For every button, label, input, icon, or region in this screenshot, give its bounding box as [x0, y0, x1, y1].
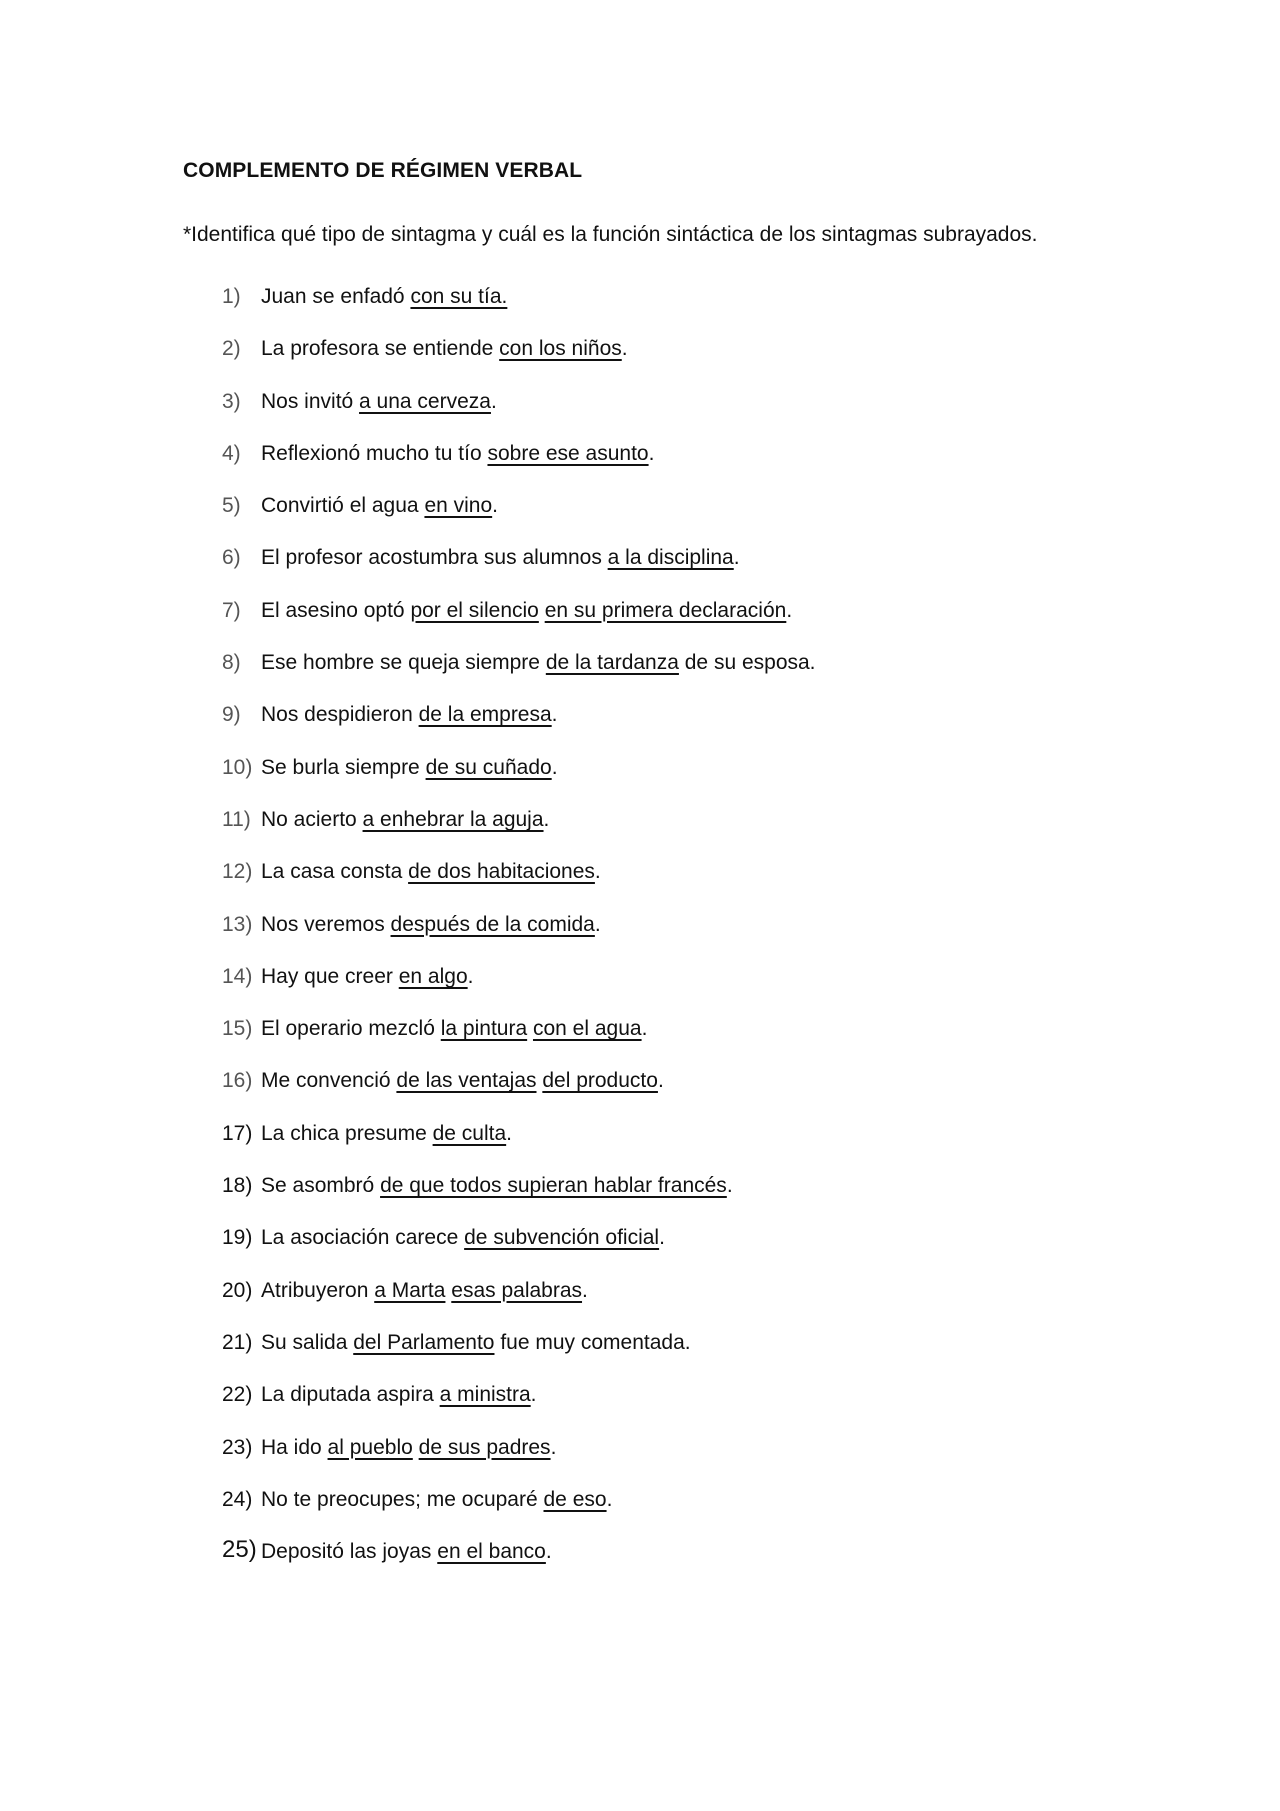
sentence-text: La diputada aspira — [261, 1383, 440, 1407]
sentence-text: Se burla siempre — [261, 755, 426, 779]
exercise-number: 11) — [222, 807, 251, 831]
underlined-phrase: sobre ese asunto — [487, 441, 649, 465]
exercise-sentence — [261, 1276, 588, 1306]
sentence-text: La profesora se entiende — [261, 337, 500, 361]
exercise-number: 24) — [222, 1487, 253, 1511]
exercise-number: 6) — [222, 546, 241, 570]
sentence-text: Se asombró — [261, 1174, 381, 1198]
instruction-text: *Identifica qué tipo de sintagma y cuál es la función sintáctica de los sintagmas subrayados. — [183, 223, 1038, 246]
sentence-text: . — [641, 1017, 648, 1041]
sentence-text: La asociación carece — [261, 1226, 465, 1250]
underlined-phrase: de su cuñado — [425, 755, 552, 779]
exercise-sentence — [261, 1119, 512, 1149]
sentence-text: Convirtió el agua — [261, 494, 425, 518]
underlined-phrase: al pueblo — [327, 1435, 413, 1459]
exercise-number: 16) — [222, 1069, 253, 1093]
sentence-text: Reflexionó mucho tu tío — [261, 441, 488, 465]
sentence-text: Me convenció — [261, 1069, 397, 1093]
sentence-text: . — [786, 598, 793, 622]
sentence-text: . — [606, 1487, 613, 1511]
sentence-text: . — [490, 389, 497, 413]
sentence-text: . — [659, 1226, 665, 1250]
exercise-sentence — [261, 491, 498, 521]
underlined-phrase: la pintura — [440, 1017, 528, 1041]
exercise-number: 5) — [222, 494, 241, 518]
sentence-text: Hay que creer — [261, 964, 399, 988]
sentence-text: fue muy comentada. — [494, 1330, 691, 1354]
sentence-text: Depositó las joyas — [261, 1540, 438, 1564]
exercise-number: 2) — [222, 337, 241, 361]
exercise-number: 4) — [222, 441, 241, 465]
sentence-text: La chica presume — [261, 1121, 433, 1145]
sentence-text: . — [621, 337, 628, 361]
underlined-phrase: con su tía. — [410, 285, 508, 308]
underlined-phrase: de sus padres — [418, 1435, 551, 1459]
exercise-number: 20) — [222, 1278, 253, 1302]
exercise-sentence — [261, 543, 740, 573]
exercise-sentence — [261, 1433, 556, 1463]
exercise-sentence — [261, 910, 601, 940]
sentence-text: No acierto — [261, 807, 363, 831]
underlined-phrase: de culta — [432, 1121, 507, 1145]
sentence-text: . — [733, 546, 740, 570]
exercise-sentence — [261, 282, 507, 312]
exercise-number: 19) — [222, 1226, 253, 1250]
sentence-text: Juan se enfadó — [261, 285, 411, 308]
underlined-phrase: en su primera declaración — [544, 598, 787, 622]
exercise-sentence — [261, 857, 601, 887]
underlined-phrase: esas palabras — [451, 1278, 583, 1302]
exercise-sentence — [261, 1171, 733, 1201]
underlined-phrase: del Parlamento — [353, 1330, 495, 1354]
exercise-sentence — [261, 648, 816, 678]
exercise-number: 10) — [222, 755, 253, 779]
sentence-text: . — [530, 1383, 537, 1407]
underlined-phrase: de la empresa — [418, 703, 552, 727]
exercise-number: 9) — [222, 703, 241, 727]
exercise-sentence — [261, 596, 792, 626]
underlined-phrase: a enhebrar la aguja — [362, 807, 544, 831]
exercise-sentence — [261, 387, 497, 417]
underlined-phrase: de subvención oficial — [464, 1226, 660, 1250]
sentence-text: La casa consta — [261, 860, 409, 884]
exercise-number: 22) — [222, 1383, 253, 1407]
sentence-text: Atribuyeron — [261, 1278, 375, 1302]
exercise-sentence — [261, 753, 558, 783]
exercise-number: 12) — [222, 860, 253, 884]
underlined-phrase: de que todos supieran hablar francés — [380, 1174, 727, 1198]
sentence-text: Nos despidieron — [261, 703, 419, 727]
sentence-text: . — [657, 1069, 664, 1093]
exercise-number: 17) — [222, 1121, 253, 1145]
sentence-text: No te preocupes; me ocuparé — [261, 1487, 544, 1511]
exercise-sentence — [261, 700, 558, 730]
exercise-number: 15) — [222, 1017, 253, 1041]
sentence-text: Ese hombre se queja siempre — [261, 651, 546, 675]
sentence-text: . — [648, 441, 655, 465]
underlined-phrase: con el agua — [532, 1017, 642, 1041]
exercise-number: 7) — [222, 598, 241, 622]
sentence-text: de su esposa. — [678, 651, 816, 675]
sentence-text: Nos invitó — [261, 389, 360, 413]
sentence-text: Ha ido — [261, 1435, 328, 1459]
exercise-sentence — [261, 334, 628, 364]
exercise-sentence — [261, 962, 473, 992]
sentence-text: Su salida — [261, 1330, 354, 1354]
exercise-number: 1) — [222, 285, 241, 308]
exercise-number: 8) — [222, 651, 241, 675]
sentence-text: . — [594, 860, 601, 884]
exercise-sentence — [261, 1066, 664, 1096]
underlined-phrase: en el banco — [437, 1540, 546, 1564]
exercise-number: 14) — [222, 964, 253, 988]
sentence-text: . — [545, 1540, 552, 1564]
exercise-number: 21) — [222, 1330, 253, 1354]
sentence-text: El profesor acostumbra sus alumnos — [261, 546, 608, 570]
sentence-text: . — [492, 494, 498, 518]
underlined-phrase: en vino — [424, 494, 493, 518]
exercise-sentence — [261, 439, 654, 469]
underlined-phrase: a una cerveza — [359, 389, 491, 413]
exercise-number: 25) — [222, 1536, 257, 1564]
underlined-phrase: después de la comida — [390, 912, 595, 936]
sentence-text: El asesino optó — [261, 598, 411, 622]
sentence-text: . — [726, 1174, 733, 1198]
sentence-text: . — [582, 1278, 588, 1302]
sentence-text: Nos veremos — [261, 912, 391, 936]
exercise-number: 18) — [222, 1174, 253, 1198]
sentence-text: . — [551, 755, 558, 779]
exercise-number: 23) — [222, 1435, 253, 1459]
underlined-phrase: con los niños — [499, 337, 622, 361]
exercise-sentence — [261, 805, 549, 835]
sentence-text: . — [543, 807, 550, 831]
sentence-text: . — [594, 912, 601, 936]
exercise-sentence — [261, 1328, 691, 1358]
underlined-phrase: de eso — [543, 1487, 607, 1511]
underlined-phrase: en algo — [398, 964, 468, 988]
sentence-text: El operario mezcló — [261, 1017, 441, 1041]
underlined-phrase: del producto — [542, 1069, 658, 1093]
sentence-text: . — [550, 1435, 557, 1459]
underlined-phrase: de las ventajas — [396, 1069, 537, 1093]
underlined-phrase: de dos habitaciones — [408, 860, 595, 884]
exercise-number: 3) — [222, 389, 241, 413]
exercise-number: 13) — [222, 912, 253, 936]
exercise-sentence — [261, 1223, 665, 1253]
sentence-text: . — [467, 964, 474, 988]
underlined-phrase: a la disciplina — [607, 546, 734, 570]
underlined-phrase: de la tardanza — [545, 651, 679, 675]
sentence-text: . — [551, 703, 558, 727]
exercise-sentence — [261, 1537, 552, 1567]
exercise-sentence — [261, 1014, 647, 1044]
exercise-sentence — [261, 1380, 537, 1410]
document-title: COMPLEMENTO DE RÉGIMEN VERBAL — [183, 159, 583, 182]
underlined-phrase: a ministra — [439, 1383, 531, 1407]
underlined-phrase: por el silencio — [410, 598, 539, 622]
sentence-text: . — [506, 1121, 512, 1145]
exercise-sentence — [261, 1485, 612, 1515]
underlined-phrase: a Marta — [374, 1278, 446, 1302]
